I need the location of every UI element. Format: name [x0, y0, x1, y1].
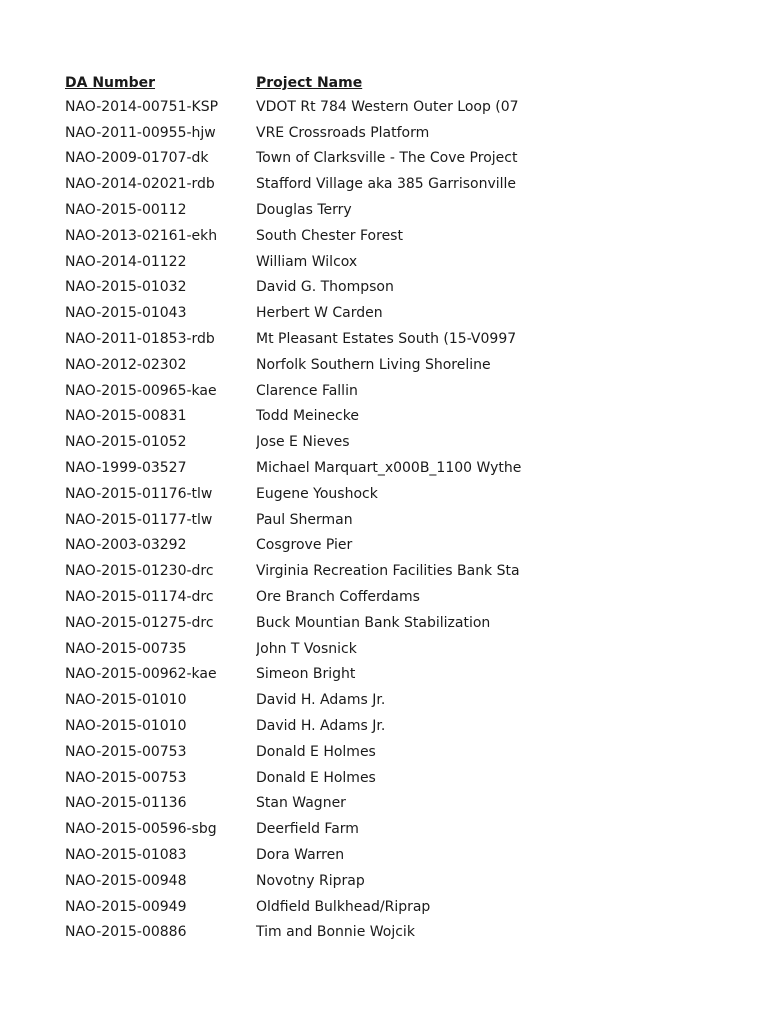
da-number-cell: NAO-2015-01177-tlw — [65, 511, 213, 528]
table-row — [65, 662, 745, 688]
table-row — [65, 713, 745, 739]
project-name-cell: David G. Thompson — [256, 279, 394, 296]
project-name-cell: Mt Pleasant Estates South (15-V0997 — [256, 331, 517, 348]
table-row — [65, 868, 745, 894]
da-number-cell: NAO-2015-00886 — [65, 924, 187, 941]
table-row — [65, 687, 745, 713]
project-name-cell: Herbert W Carden — [256, 305, 383, 322]
project-name-cell: Tim and Bonnie Wojcik — [256, 924, 415, 941]
header-project-name — [256, 75, 726, 91]
project-name-cell: Oldfield Bulkhead/Riprap — [256, 898, 431, 915]
da-number-cell: NAO-2015-00112 — [65, 202, 187, 219]
table-body — [65, 94, 745, 945]
da-number-cell: NAO-2015-01010 — [65, 718, 187, 735]
table-row — [65, 739, 745, 765]
project-name-cell: Jose E Nieves — [256, 434, 350, 451]
table-row — [65, 223, 745, 249]
table-row — [65, 352, 745, 378]
table-row — [65, 481, 745, 507]
project-name-cell: William Wilcox — [256, 253, 358, 270]
project-name-cell: Buck Mountian Bank Stabilization — [256, 614, 491, 631]
project-name-cell: Simeon Bright — [256, 666, 356, 683]
table-row — [65, 275, 745, 301]
da-number-cell: NAO-2015-00831 — [65, 408, 187, 425]
da-number-cell: NAO-2015-01052 — [65, 434, 187, 451]
da-number-cell: NAO-2015-01230-drc — [65, 563, 214, 580]
project-name-cell: Town of Clarksville - The Cove Project — [256, 150, 518, 167]
table-row — [65, 842, 745, 868]
table-row — [65, 300, 745, 326]
table-row — [65, 197, 745, 223]
da-number-cell: NAO-2011-01853-rdb — [65, 331, 215, 348]
table-row — [65, 636, 745, 662]
project-name-cell: Douglas Terry — [256, 202, 352, 219]
project-name-cell: Ore Branch Cofferdams — [256, 589, 420, 606]
project-name-cell: South Chester Forest — [256, 227, 403, 244]
project-name-cell: Virginia Recreation Facilities Bank Sta — [256, 563, 520, 580]
project-name-cell: VRE Crossroads Platform — [256, 124, 430, 141]
da-number-cell: NAO-2015-00962-kae — [65, 666, 217, 683]
project-name-cell: David H. Adams Jr. — [256, 718, 386, 735]
table-row — [65, 455, 745, 481]
table-row — [65, 404, 745, 430]
table-row — [65, 120, 745, 146]
project-name-cell: Paul Sherman — [256, 511, 353, 528]
header-project-name-label: Project Name — [256, 75, 363, 91]
da-number-cell: NAO-2015-01275-drc — [65, 614, 214, 631]
table-header — [65, 72, 745, 94]
da-number-cell: NAO-1999-03527 — [65, 460, 187, 477]
da-number-cell: NAO-2015-01083 — [65, 847, 187, 863]
table-row — [65, 765, 745, 791]
header-da-number-label: DA Number — [65, 75, 156, 91]
da-number-cell: NAO-2015-01032 — [65, 279, 187, 296]
da-number-cell: NAO-2015-00596-sbg — [65, 821, 217, 838]
table-row — [65, 816, 745, 842]
table-row — [65, 791, 745, 817]
table-row — [65, 584, 745, 610]
project-name-cell: VDOT Rt 784 Western Outer Loop (07 — [256, 98, 519, 115]
table-row — [65, 920, 745, 946]
da-number-cell: NAO-2015-01010 — [65, 692, 187, 709]
project-name-cell: John T Vosnick — [256, 640, 357, 657]
table-row — [65, 378, 745, 404]
da-number-cell: NAO-2015-00735 — [65, 640, 187, 657]
table-row — [65, 326, 745, 352]
table-row — [65, 610, 745, 636]
da-number-cell: NAO-2015-00965-kae — [65, 382, 217, 399]
da-number-cell: NAO-2015-00948 — [65, 872, 187, 889]
da-number-cell: NAO-2014-00751-KSP — [65, 98, 219, 115]
da-number-cell: NAO-2015-00753 — [65, 743, 187, 760]
project-name-cell: Todd Meinecke — [256, 408, 359, 425]
da-number-cell: NAO-2015-01136 — [65, 795, 187, 812]
da-number-cell: NAO-2011-00955-hjw — [65, 124, 216, 141]
da-number-cell: NAO-2014-02021-rdb — [65, 176, 215, 193]
document-sheet — [65, 72, 745, 945]
header-da-number — [65, 75, 256, 91]
project-name-cell: Clarence Fallin — [256, 382, 358, 399]
project-name-cell: Eugene Youshock — [256, 485, 378, 502]
project-name-cell: Dora Warren — [256, 847, 345, 863]
da-number-cell: NAO-2003-03292 — [65, 537, 187, 554]
project-name-cell: Cosgrove Pier — [256, 537, 353, 554]
da-number-cell: NAO-2015-01176-tlw — [65, 485, 213, 502]
project-name-cell: Donald E Holmes — [256, 769, 376, 786]
table-row — [65, 171, 745, 197]
table-row — [65, 558, 745, 584]
da-number-cell: NAO-2013-02161-ekh — [65, 227, 218, 244]
project-name-cell: Michael Marquart_x000B_1100 Wythe — [256, 460, 522, 477]
da-number-cell: NAO-2015-01174-drc — [65, 589, 214, 606]
project-name-cell: Norfolk Southern Living Shoreline — [256, 356, 491, 373]
da-number-cell: NAO-2009-01707-dk — [65, 150, 209, 167]
da-number-cell: NAO-2012-02302 — [65, 356, 187, 373]
da-number-cell: NAO-2015-01043 — [65, 305, 187, 322]
project-name-cell: Stafford Village aka 385 Garrisonville — [256, 176, 517, 193]
project-name-cell: David H. Adams Jr. — [256, 692, 386, 709]
project-name-cell: Deerfield Farm — [256, 821, 359, 838]
table-row — [65, 533, 745, 559]
da-number-cell: NAO-2014-01122 — [65, 253, 187, 270]
project-name-cell: Novotny Riprap — [256, 872, 365, 889]
table-row — [65, 94, 745, 120]
table-row — [65, 146, 745, 172]
table-row — [65, 249, 745, 275]
da-number-cell: NAO-2015-00753 — [65, 769, 187, 786]
table-row — [65, 507, 745, 533]
table-row — [65, 894, 745, 920]
project-name-cell: Donald E Holmes — [256, 743, 376, 760]
project-name-cell: Stan Wagner — [256, 795, 346, 812]
table-row — [65, 429, 745, 455]
da-number-cell: NAO-2015-00949 — [65, 898, 187, 915]
